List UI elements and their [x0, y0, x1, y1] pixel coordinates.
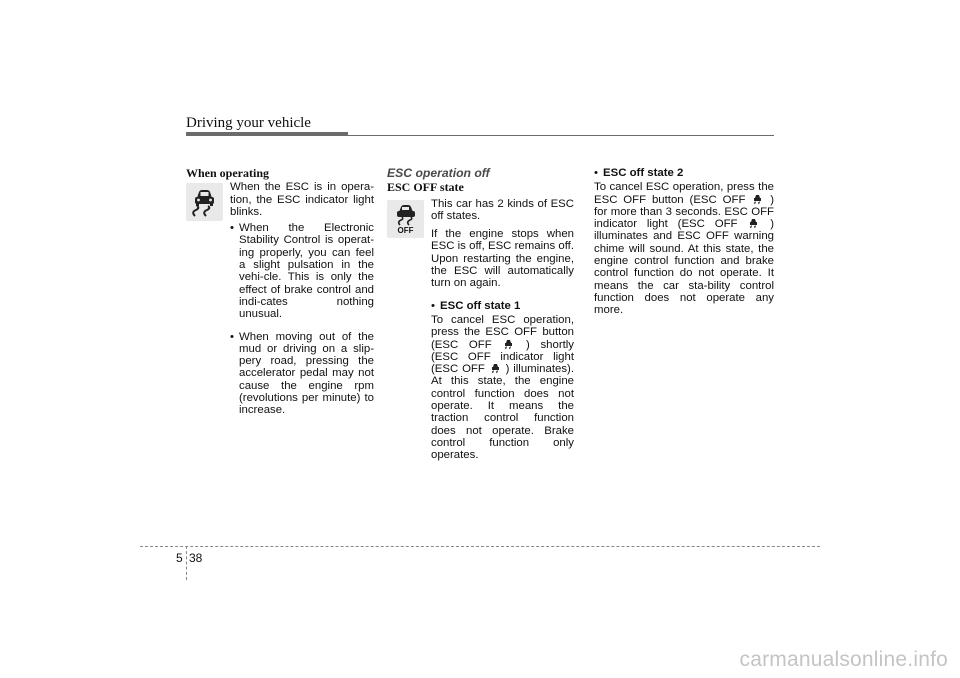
list-item: • ESC off state 1	[431, 300, 574, 312]
esc-off-mini-icon	[504, 339, 513, 350]
esc-off-mini-icon	[753, 194, 762, 205]
esc-off-para: If the engine stops when ESC is off, ESC remains off. Upon restarting the engine, the ESC will automatically turn on again.	[431, 228, 574, 290]
watermark: carmanualsonline.info	[739, 648, 948, 671]
header-rule-thin	[348, 135, 774, 136]
header-title: Driving your vehicle	[186, 115, 311, 131]
bullet-text: When the Electronic Stability Control is operat-ing properly, you can feel a slight pulsation in the vehi-cle. This is only the effect of brake control and indi-cates nothing unusual.	[239, 222, 374, 321]
esc-off-state2-title: ESC off state 2	[603, 167, 684, 179]
header-rule-thick	[186, 132, 348, 136]
esc-skid-car-icon	[186, 183, 223, 221]
esc-off-mini-icon	[749, 218, 758, 229]
esc-off-state1-title: ESC off state 1	[440, 299, 521, 312]
chapter-number: 5	[176, 551, 183, 565]
esc-off-state1-text: To cancel ESC operation, press the ESC OFF button (ESC OFF ) shortly (ESC OFF indicator light (ESC OFF ) illuminates). At this state, the engine control function does not operate. It means the traction control function does not operate. Brake control function only operates.	[431, 313, 575, 462]
footer-divider	[186, 546, 187, 580]
column-esc-operation-off	[387, 167, 574, 472]
esc-off-state-heading: ESC OFF state	[387, 180, 464, 195]
section-title: ESC operation off	[387, 166, 490, 180]
list-item: • When the Electronic Stability Control is operat-ing properly, you can feel a slight pulsation in the vehi-cle. This is only the effect of brake control and indi-cates nothing unusual.	[230, 222, 374, 321]
esc-off-icon-label: OFF	[397, 226, 414, 235]
column-when-operating	[186, 167, 374, 427]
bullet-text: When moving out of the mud or driving on a slip-pery road, pressing the accelerator pedal may not cause the engine rpm (revolutions per minute) to increase.	[239, 330, 374, 417]
column-esc-off-state-2	[594, 167, 774, 327]
esc-off-intro: This car has 2 kinds of ESC off states.	[431, 197, 574, 222]
footer-rule	[140, 546, 820, 547]
when-operating-heading: When operating	[186, 166, 270, 180]
list-item: • ESC off state 2	[594, 167, 774, 179]
esc-off-icon-box	[387, 200, 424, 238]
esc-indicator-icon-box	[186, 183, 223, 221]
list-item: • When moving out of the mud or driving on a slip-pery road, pressing the accelerator pedal may not cause the engine rpm (revolutions per minute) to increase.	[230, 330, 374, 417]
esc-off-mini-icon	[491, 363, 500, 374]
esc-off-state2-text: To cancel ESC operation, press the ESC OFF button (ESC OFF ) for more than 3 seconds. ESC OFF indicator light (ESC OFF ) illuminates and ESC OFF warning chime will sound. At this state, the engine control function and brake control function do not operate. It means the car sta-bility control function does not operate any more.	[594, 181, 775, 317]
esc-blink-text: When the ESC is in opera-tion, the ESC indicator light blinks.	[230, 181, 374, 218]
page-number: 38	[189, 551, 203, 565]
